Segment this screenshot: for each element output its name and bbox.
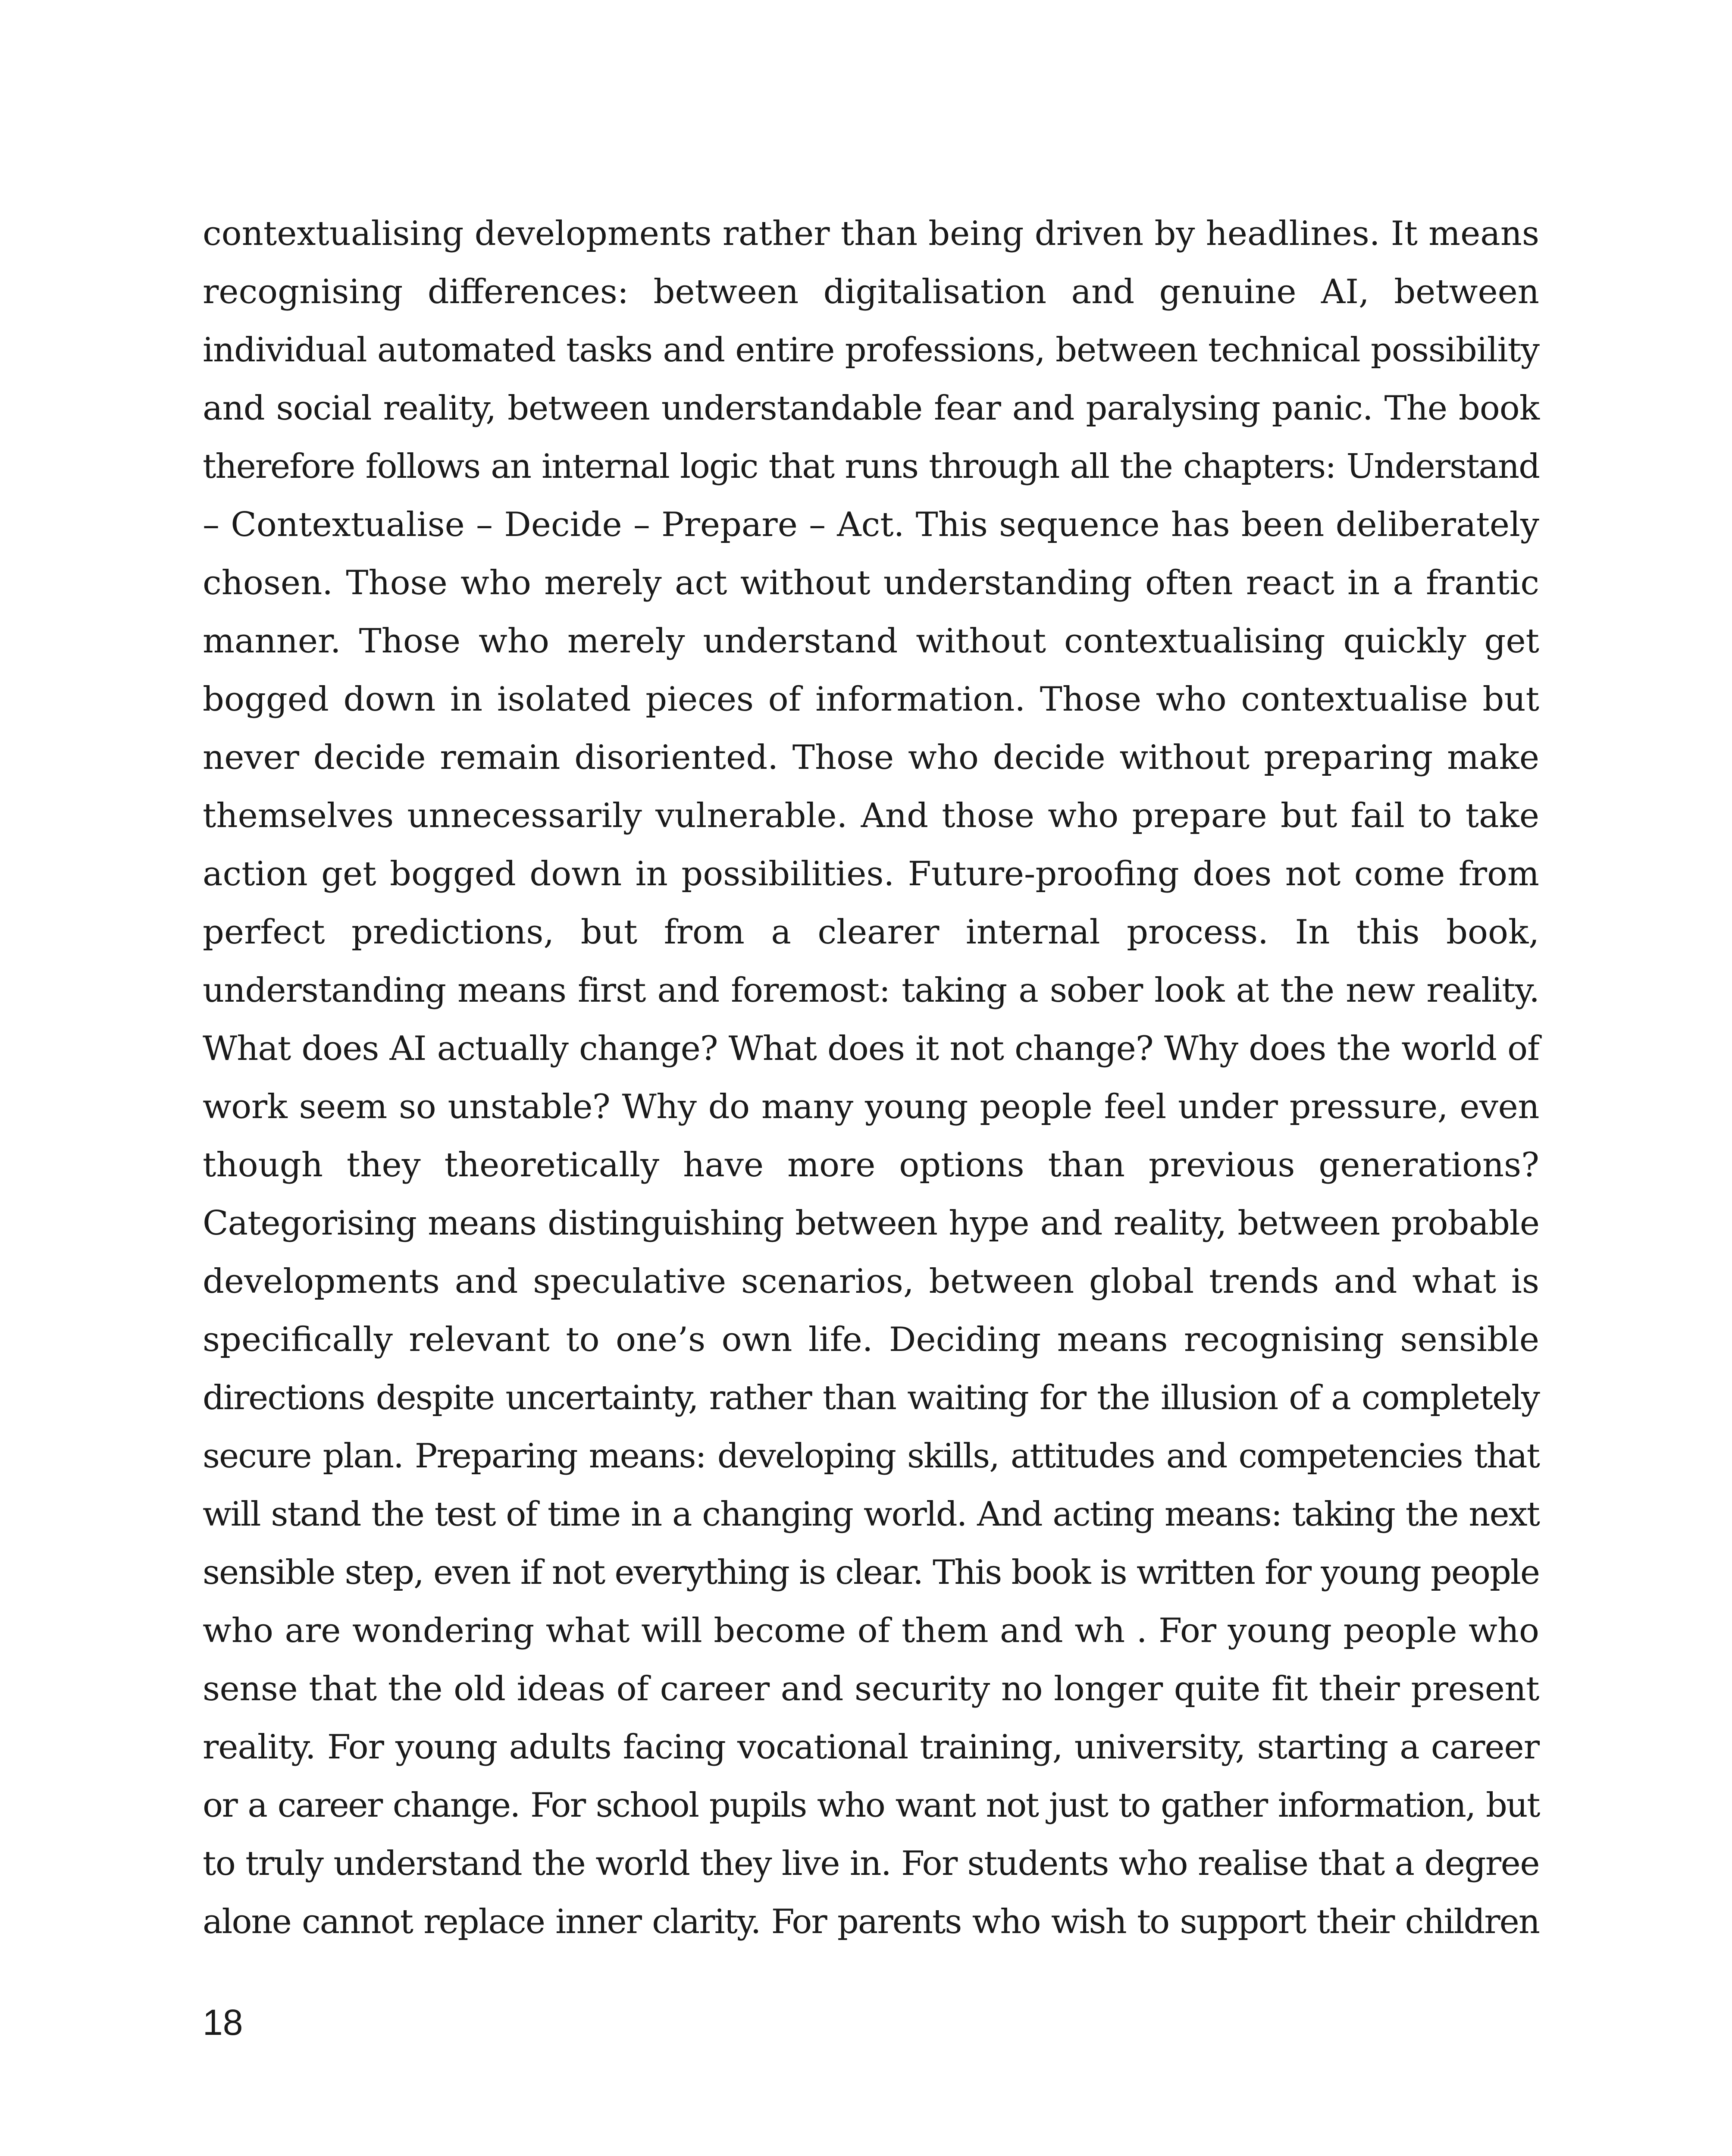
text-line: work seem so unstable? Why do many young people feel under pressure, even	[203, 1087, 1539, 1126]
text-line: sensible step, even if not everything is clear. This book is written for young people	[203, 1553, 1539, 1592]
text-line: therefore follows an internal logic that runs through all the chapters: Understand	[203, 447, 1539, 486]
page-number: 18	[203, 2002, 243, 2043]
text-line: recognising differences: between digitalisation and genuine AI, between	[203, 273, 1539, 311]
text-line: developments and speculative scenarios, between global trends and what is	[203, 1262, 1539, 1301]
text-line: who are wondering what will become of them and wh . For young people who	[203, 1611, 1539, 1650]
text-line: never decide remain disoriented. Those who decide without preparing make	[203, 738, 1539, 777]
text-line: reality. For young adults facing vocational training, university, starting a career	[203, 1728, 1539, 1767]
body-paragraph	[203, 205, 1539, 1951]
text-line: chosen. Those who merely act without understanding often react in a frantic	[203, 564, 1539, 602]
text-line: contextualising developments rather than being driven by headlines. It means	[203, 214, 1539, 253]
text-line: sense that the old ideas of career and security no longer quite fit their present	[203, 1670, 1539, 1708]
text-line: manner. Those who merely understand without contextualising quickly get	[203, 622, 1539, 661]
text-line: What does AI actually change? What does it not change? Why does the world of	[203, 1029, 1539, 1068]
text-line: Categorising means distinguishing between hype and reality, between probable	[203, 1204, 1539, 1243]
text-line: will stand the test of time in a changing world. And acting means: taking the next	[203, 1495, 1539, 1534]
text-line: and social reality, between understandable fear and paralysing panic. The book	[203, 389, 1539, 428]
text-line: alone cannot replace inner clarity. For parents who wish to support their children	[203, 1902, 1539, 1941]
text-line: – Contextualise – Decide – Prepare – Act. This sequence has been deliberately	[203, 505, 1539, 544]
text-line: individual automated tasks and entire professions, between technical possibility	[203, 331, 1539, 370]
text-line: themselves unnecessarily vulnerable. And those who prepare but fail to take	[203, 796, 1539, 835]
text-line: understanding means first and foremost: taking a sober look at the new reality.	[203, 971, 1539, 1010]
text-line: perfect predictions, but from a clearer internal process. In this book,	[203, 913, 1539, 952]
text-line: directions despite uncertainty, rather than waiting for the illusion of a completely	[203, 1379, 1539, 1417]
text-line: though they theoretically have more options than previous generations?	[203, 1146, 1539, 1185]
text-line: to truly understand the world they live in. For students who realise that a degree	[203, 1844, 1539, 1883]
text-line: bogged down in isolated pieces of information. Those who contextualise but	[203, 680, 1539, 719]
text-line: secure plan. Preparing means: developing skills, attitudes and competencies that	[203, 1437, 1539, 1476]
text-line: specifically relevant to one’s own life. Deciding means recognising sensible	[203, 1320, 1539, 1359]
text-line: or a career change. For school pupils who want not just to gather information, but	[203, 1786, 1539, 1825]
text-line: action get bogged down in possibilities. Future-proofing does not come from	[203, 855, 1539, 893]
